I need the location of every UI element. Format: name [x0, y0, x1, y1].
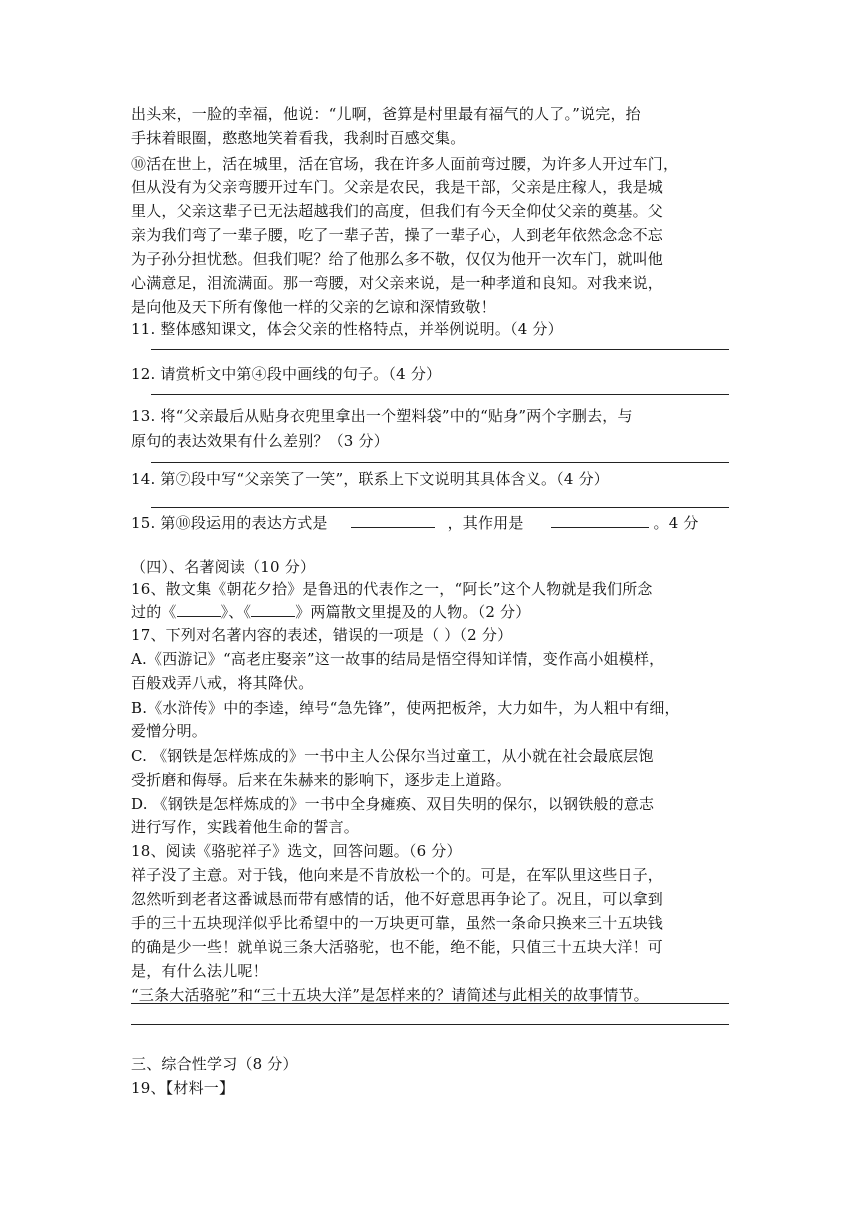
question-15-mid: ，其作用是: [447, 514, 524, 532]
question-17: 17、下列对名著内容的表述，错误的一项是（ ）（2 分）: [131, 626, 513, 644]
text-line: 是向他及天下所有像他一样的父亲的乞谅和深情致敬！: [131, 298, 496, 316]
passage-line: 的确是少一些！就单说三条大活骆驼，也不能，绝不能，只值三十五块大洋！可: [131, 938, 664, 956]
answer-line[interactable]: [131, 1003, 729, 1004]
fill-blank[interactable]: [351, 513, 435, 528]
q16-text-c: 》两篇散文里提及的人物。（2 分）: [295, 603, 531, 621]
answer-line[interactable]: [151, 507, 729, 508]
text-line: 但从没有为父亲弯腰开过车门。父亲是农民，我是干部，父亲是庄稼人，我是城: [131, 178, 664, 196]
option-d-cont: 进行写作，实践着他生命的誓言。: [131, 818, 360, 836]
question-18-prompt: “三条大活骆驼”和“三十五块大洋”是怎样来的？请简述与此相关的故事情节。: [131, 986, 649, 1004]
question-15-lead: 15. 第⑩段运用的表达方式是: [131, 514, 328, 532]
question-15-tail: 。4 分: [653, 514, 699, 532]
q16-text-a: 过的《: [131, 603, 177, 621]
question-16-cont: [131, 601, 731, 623]
answer-line[interactable]: [131, 1024, 729, 1025]
question-15: [131, 512, 731, 534]
text-line: 手抹着眼圈，憨憨地笑着看我，我刹时百感交集。: [131, 129, 466, 147]
passage-line: 祥子没了主意。对于钱，他向来是不肯放松一个的。可是，在军队里这些日子，: [131, 866, 664, 884]
text-line: ⑩活在世上，活在城里，活在官场，我在许多人面前弯过腰，为许多人开过车门，: [131, 155, 679, 173]
fill-blank[interactable]: [251, 602, 295, 617]
option-b-cont: 爱憎分明。: [131, 722, 208, 740]
q16-text-b: 》、《: [220, 603, 252, 621]
answer-line[interactable]: [151, 462, 729, 463]
text-line: 为子孙分担忧愁。但我们呢？给了他那么多不敬，仅仅为他开一次车门，就叫他: [131, 250, 664, 268]
fill-blank[interactable]: [177, 602, 221, 617]
option-c-cont: 受折磨和侮辱。后来在朱赫来的影响下，逐步走上道路。: [131, 771, 512, 789]
question-19: 19、【材料一】: [131, 1079, 235, 1097]
text-line: 出头来，一脸的幸福，他说：“儿啊，爸算是村里最有福气的人了。”说完，抬: [131, 105, 641, 123]
fill-blank[interactable]: [551, 513, 649, 528]
question-11: 11. 整体感知课文，体会父亲的性格特点，并举例说明。（4 分）: [131, 320, 563, 338]
question-14: 14. 第⑦段中写“父亲笑了一笑”，联系上下文说明其具体含义。（4 分）: [131, 470, 609, 488]
option-b: B.《水浒传》中的李逵，绰号“急先锋”，使两把板斧，大力如牛，为人粗中有细，: [131, 699, 680, 717]
passage-line: 手的三十五块现洋似乎比希望中的一万块更可靠，虽然一条命只换来三十五块钱: [131, 914, 664, 932]
option-a-cont: 百般戏弄八戒，将其降伏。: [131, 674, 314, 692]
answer-line[interactable]: [151, 394, 729, 395]
passage-line: 是，有什么法儿呢！: [131, 962, 268, 980]
question-13-cont: 原句的表达效果有什么差别？（3 分）: [131, 432, 389, 450]
question-18: 18、阅读《骆驼祥子》选文，回答问题。（6 分）: [131, 842, 462, 860]
passage-line: 忽然听到老者这番诚恳而带有感情的话，他不好意思再争论了。况且，可以拿到: [131, 890, 664, 908]
section-heading: （四）、名著阅读（10 分）: [131, 558, 316, 576]
text-line: 里人，父亲这辈子已无法超越我们的高度，但我们有今天全仰仗父亲的奠基。父: [131, 202, 664, 220]
option-a: A.《西游记》“高老庄娶亲”这一故事的结局是悟空得知详情，变作高小姐模样，: [131, 650, 665, 668]
text-line: 心满意足，泪流满面。那一弯腰，对父亲来说，是一种孝道和良知。对我来说，: [131, 274, 664, 292]
text-line: 亲为我们弯了一辈子腰，吃了一辈子苦，操了一辈子心，人到老年依然念念不忘: [131, 226, 664, 244]
option-d: D. 《钢铁是怎样炼成的》一书中全身瘫痪、双目失明的保尔，以钢铁般的意志: [131, 795, 655, 813]
answer-line[interactable]: [151, 349, 729, 350]
question-13: 13. 将“父亲最后从贴身衣兜里拿出一个塑料袋”中的“贴身”两个字删去，与: [131, 407, 633, 425]
section-heading: 三、综合性学习（8 分）: [131, 1055, 298, 1073]
question-12: 12. 请赏析文中第④段中画线的句子。（4 分）: [131, 365, 442, 383]
option-c: C. 《钢铁是怎样炼成的》一书中主人公保尔当过童工，从小就在社会最底层饱: [131, 747, 654, 765]
question-16: 16、散文集《朝花夕拾》是鲁迅的代表作之一，“阿长”这个人物就是我们所念: [131, 580, 653, 598]
